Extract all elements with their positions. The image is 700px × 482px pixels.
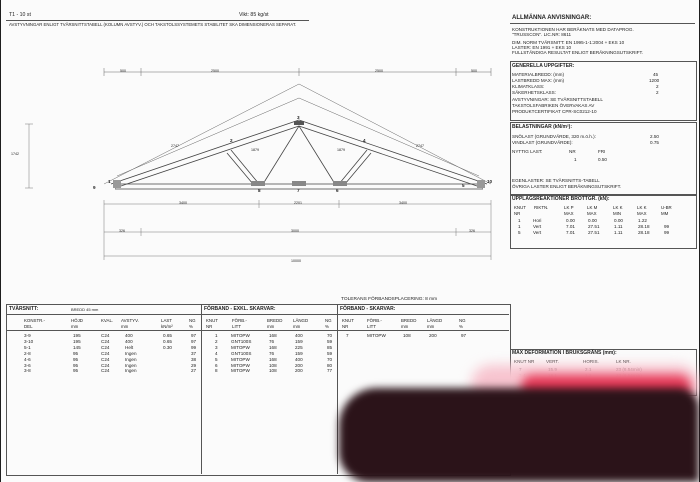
connections-cell: MITOPW <box>231 333 250 338</box>
member-length-1: 2747 <box>171 144 179 148</box>
sections-cell: 95 <box>73 368 79 374</box>
info-value-2: 1200 <box>649 78 660 83</box>
connections-header-width: BREDD mm <box>267 318 283 329</box>
sections-cell: 99 <box>191 344 197 350</box>
sections-header-part: KONSTR.- DEL <box>24 318 45 329</box>
general-line-3: DIM. NORM TVÄRSNITT: EN 1995-1-1:2004 + EKS 10 <box>512 40 625 45</box>
reactions-cell: 1.11 <box>614 224 623 229</box>
splices-header-litt: FÖRB.- LITT <box>367 318 382 329</box>
info-value-4: 2 <box>656 90 659 95</box>
reactions-cell: 27.51 <box>588 230 600 235</box>
sections-title: TVÄRSNITT: <box>9 306 39 312</box>
sections-cell: Ingen <box>125 350 137 356</box>
wind-load-label: VINDLAST (GRUNDVÄRDE): <box>512 140 573 145</box>
sections-cell: Ingen <box>125 356 137 362</box>
sections-cell: 97 <box>191 333 197 338</box>
deformation-header-horis: HORIS. <box>583 359 599 364</box>
sections-cell: Ingen <box>125 362 137 368</box>
useful-load-nr-head: NR <box>569 149 576 154</box>
node-4: 4 <box>363 138 366 143</box>
drawing-sheet <box>1 0 699 482</box>
dim-top-2: 2500 <box>211 69 219 73</box>
connections-cell: 6 <box>215 362 218 368</box>
connections-cell: 80 <box>327 362 333 368</box>
reactions-header-riktn: RIKTN. <box>534 205 549 210</box>
splices-cell: 108 <box>403 333 411 338</box>
connections-cell: 3 <box>215 344 218 350</box>
connections-header-length: LÄNGD mm <box>293 318 309 329</box>
connections-cell: 1 <box>215 333 218 338</box>
sections-cell: 145 <box>73 344 81 350</box>
sections-cell: 195 <box>73 338 81 344</box>
tolerance-note: TOLERANS FÖRBANDSPLACERING: 8 mm <box>341 297 438 302</box>
info-title: GENERELLA UPPGIFTER: <box>512 63 575 69</box>
connections-header-ng: NG % <box>325 318 332 329</box>
sections-cell: C24 <box>101 338 110 344</box>
reactions-cell: 0.00 <box>566 218 575 223</box>
loads-note-2: ÖVRIGA LASTER ENLIGT BERÄKNINGSUTSKRIFT. <box>512 184 622 189</box>
connections-cell: 8 <box>215 368 218 374</box>
connections-cell: MITOPW <box>231 344 250 350</box>
deformation-header-lk: LK NR. <box>616 359 631 364</box>
sections-cell: 97 <box>191 338 197 344</box>
redaction-dark <box>339 388 699 482</box>
splices-cell: MITOPW <box>367 333 386 338</box>
reactions-header-lkp: LK P MAX <box>564 205 574 216</box>
general-line-4: LASTER: EN 1991 + EKS 10 <box>512 45 572 50</box>
reactions-cell: 1 <box>518 218 521 223</box>
reactions-cell: 28.18 <box>638 224 650 229</box>
bottom-dim-3: 326 <box>469 229 475 233</box>
connections-cell: 200 <box>295 368 303 374</box>
connections-cell: 168 <box>269 333 277 338</box>
deformation-header-vert: VERT. <box>546 359 559 364</box>
reactions-header-lkm: LK M MAX <box>587 205 598 216</box>
splices-cell: 200 <box>429 333 437 338</box>
useful-load-nr: 1 <box>574 157 577 162</box>
connections-cell: 168 <box>269 344 277 350</box>
sections-header-quality: KVAL. <box>101 318 114 323</box>
sections-cell: 3-8 <box>24 368 31 374</box>
sections-cell: C24 <box>101 362 110 368</box>
connections-header-litt: FÖRB.- LITT <box>232 318 247 329</box>
dim-top-3: 2500 <box>375 69 383 73</box>
bottom-dim-2: 3000 <box>291 229 299 233</box>
truss-weight: Vikt: 85 kg/st <box>239 12 269 18</box>
node-2: 2 <box>230 138 233 143</box>
splices-header-ng: NG % <box>459 318 466 329</box>
sections-cell: Ingen <box>125 368 137 374</box>
sections-cell: 3-6 <box>24 362 31 368</box>
sections-cell: C24 <box>101 350 110 356</box>
connections-cell: 159 <box>295 350 303 356</box>
sections-header-bracing: AVSTYV. mm <box>121 318 139 329</box>
info-extra-2: TAKSTOLSFABRIKEN ÖVERVAKAS AV <box>512 103 595 108</box>
snow-load-label: SNÖLAST (GRUNDVÄRDE, 320 m.ö.h.): <box>512 134 596 139</box>
node-10: 10 <box>487 179 493 184</box>
reactions-cell: 1.11 <box>614 230 623 235</box>
tables-header-rule <box>6 330 509 331</box>
member-length-2: 2747 <box>416 144 424 148</box>
connections-cell: GNT100S <box>231 350 252 356</box>
sections-cell: C24 <box>101 356 110 362</box>
sections-cell: C24 <box>101 333 110 338</box>
reactions-cell: 7.01 <box>566 224 575 229</box>
connections-cell: 85 <box>327 344 333 350</box>
truss-drawing <box>1 0 700 300</box>
reactions-cell: Hori <box>533 218 542 223</box>
sections-cell: C24 <box>101 368 110 374</box>
deformation-title: MAX DEFORMATION I BRUKSGRÄNS (mm): <box>512 350 617 356</box>
connections-cell: MITOPW <box>231 356 250 362</box>
info-value-3: 2 <box>656 84 659 89</box>
snow-load-value: 2.50 <box>650 134 659 139</box>
reactions-cell: Vert <box>533 224 542 229</box>
info-extra-3: PRODUKTCERTIFIKAT CPR-SC0212-10 <box>512 109 597 114</box>
sections-cell: Helt <box>125 344 134 350</box>
sections-cell: 0.65 <box>163 338 172 344</box>
connections-cell: 5 <box>215 356 218 362</box>
splices-header-knut: KNUT NR <box>342 318 354 329</box>
sections-cell: 400 <box>125 333 133 338</box>
info-extra-1: AVSTYVNINGAR: SE TVÄRSNITTSTABELL <box>512 97 603 102</box>
sections-cell: 5-1 <box>24 344 31 350</box>
member-length-4: 1879 <box>337 148 345 152</box>
connections-header-knut: KNUT NR <box>206 318 218 329</box>
reactions-cell: 99 <box>664 224 670 229</box>
useful-load-fri-head: FRI <box>598 149 606 154</box>
reactions-cell: 1.22 <box>638 218 647 223</box>
connections-cell: 76 <box>269 350 275 356</box>
splices-header-length: LÄNGD mm <box>427 318 443 329</box>
splices-header-width: BREDD mm <box>401 318 417 329</box>
sections-cell: 2-8 <box>24 350 31 356</box>
connections-cell: 108 <box>269 362 277 368</box>
splices-cell: 97 <box>461 333 467 338</box>
sections-cell: 37 <box>191 350 197 356</box>
sections-cell: 95 <box>73 350 79 356</box>
reactions-cell: 27.51 <box>588 224 600 229</box>
sections-cell: 3-10 <box>24 338 34 344</box>
sections-cell: 0.65 <box>163 333 172 338</box>
reactions-cell: 0.00 <box>614 218 623 223</box>
reactions-header-lkkmin: LK K MIN <box>613 205 623 216</box>
sections-header-load: LAST kN/m² <box>161 318 173 329</box>
loads-title: BELASTNINGAR (kN/m²): <box>512 124 572 130</box>
sections-width-note: BREDD 45 mm <box>71 307 99 312</box>
dim-top-4: 500 <box>471 69 477 73</box>
connections-cell: 200 <box>295 362 303 368</box>
general-title: ALLMÄNNA ANVISNINGAR: <box>512 15 592 21</box>
sections-cell: 3-9 <box>24 333 31 338</box>
sections-cell: 4-6 <box>24 356 31 362</box>
tables-title-rule <box>6 314 509 315</box>
connections-cell: 70 <box>327 356 333 362</box>
node-8: 8 <box>258 188 261 193</box>
dim-top-1: 500 <box>120 69 126 73</box>
loads-note-1: EGENLASTER: SE TVÄRSNITTS-TABELL <box>512 178 600 183</box>
sections-cell: 0.30 <box>163 344 172 350</box>
useful-load-fri: 0.50 <box>598 157 607 162</box>
sections-cell: 95 <box>73 356 79 362</box>
connections-cell: 168 <box>269 356 277 362</box>
connections-cell: 76 <box>269 338 275 344</box>
node-5: 5 <box>462 183 465 188</box>
general-line-1: KONSTRUKTIONEN HAR BERÄKNATS MED DATAPROG. <box>512 27 634 32</box>
sections-cell: 38 <box>191 356 197 362</box>
info-label-3: KLIMATKLASS: <box>512 84 545 89</box>
sections-header-height: HÖJD mm <box>71 318 83 329</box>
dim-height: 1742 <box>11 152 19 156</box>
sections-cell: C24 <box>101 344 110 350</box>
sections-cell: 27 <box>191 368 197 374</box>
sections-cell: 400 <box>125 338 133 344</box>
connections-cell: 59 <box>327 338 333 344</box>
general-line-5: FULLSTÄNDIGA RESULTAT ENLIGT BERÄKNINGSUTSKRIFT. <box>512 50 644 55</box>
reactions-cell: 7.01 <box>566 230 575 235</box>
node-1: 1 <box>108 179 111 184</box>
truss-title: T1 - 10 st <box>9 12 31 18</box>
connections-cell: 4 <box>215 350 218 356</box>
reactions-cell: 0.00 <box>588 218 597 223</box>
node-6: 6 <box>336 188 339 193</box>
useful-load-label: NYTTIG LAST: <box>512 149 543 154</box>
sections-cell: 29 <box>191 362 197 368</box>
connections-cell: 59 <box>327 350 333 356</box>
sections-cell: 95 <box>73 362 79 368</box>
connections-title: FÖRBAND - EXKL. SKARVAR: <box>204 306 276 312</box>
connections-cell: 2 <box>215 338 218 344</box>
info-label-1: MATERIALBREDD: (mm) <box>512 72 564 77</box>
splices-cell: 7 <box>346 333 349 338</box>
mid-dim-1: 3400 <box>179 201 187 205</box>
connections-cell: 77 <box>327 368 333 374</box>
mid-dim-3: 3400 <box>399 201 407 205</box>
connections-cell: MITOPW <box>231 368 250 374</box>
reactions-header-knut: KNUT NR <box>514 205 526 216</box>
connections-cell: 70 <box>327 333 333 338</box>
connections-cell: 225 <box>295 344 303 350</box>
member-length-3: 1879 <box>251 148 259 152</box>
connections-cell: 400 <box>295 333 303 338</box>
splices-title: FÖRBAND - SKARVAR: <box>340 306 396 312</box>
general-line-2: "TRUSSCON". LIC.NR: 8611 <box>512 32 572 37</box>
info-label-4: SÄKERHETSKLASS: <box>512 90 556 95</box>
overall-length: 10000 <box>291 259 301 263</box>
node-9: 9 <box>93 185 96 190</box>
reactions-title: UPPLAGSREAKTIONER BROTTGR. (kN): <box>512 196 610 202</box>
connections-cell: GNT100S <box>231 338 252 344</box>
connections-cell: 400 <box>295 356 303 362</box>
info-value-1: 45 <box>653 72 659 77</box>
reactions-cell: 99 <box>664 230 670 235</box>
bracing-note: AVSTYVNINGAR ENLIGT TVÄRSNITTSTABELL (KOLUMN AVSTYV.) OCH TAKSTOLSSYSTEMETS STABILITET SKA DIMENSIONERAS SEPARAT. <box>9 22 297 27</box>
reactions-header-ubr: U-BR MM <box>661 205 672 216</box>
info-label-2: LASTBREDD MAX: (mm) <box>512 78 565 83</box>
wind-load-value: 0.75 <box>650 140 659 145</box>
bottom-dim-1: 326 <box>119 229 125 233</box>
sections-header-ng: NG % <box>189 318 196 329</box>
connections-cell: 108 <box>269 368 277 374</box>
reactions-cell: 5 <box>518 230 521 235</box>
reactions-cell: Vert <box>533 230 542 235</box>
node-3: 3 <box>297 115 300 120</box>
node-7: 7 <box>297 188 300 193</box>
connections-cell: 159 <box>295 338 303 344</box>
reactions-cell: 28.18 <box>638 230 650 235</box>
reactions-header-lkkmax: LK K MAX <box>637 205 647 216</box>
deformation-header-knut: KNUT NR <box>514 359 535 364</box>
connections-cell: MITOPW <box>231 362 250 368</box>
mid-dim-2: 2201 <box>294 201 302 205</box>
sections-cell: 195 <box>73 333 81 338</box>
reactions-cell: 1 <box>518 224 521 229</box>
